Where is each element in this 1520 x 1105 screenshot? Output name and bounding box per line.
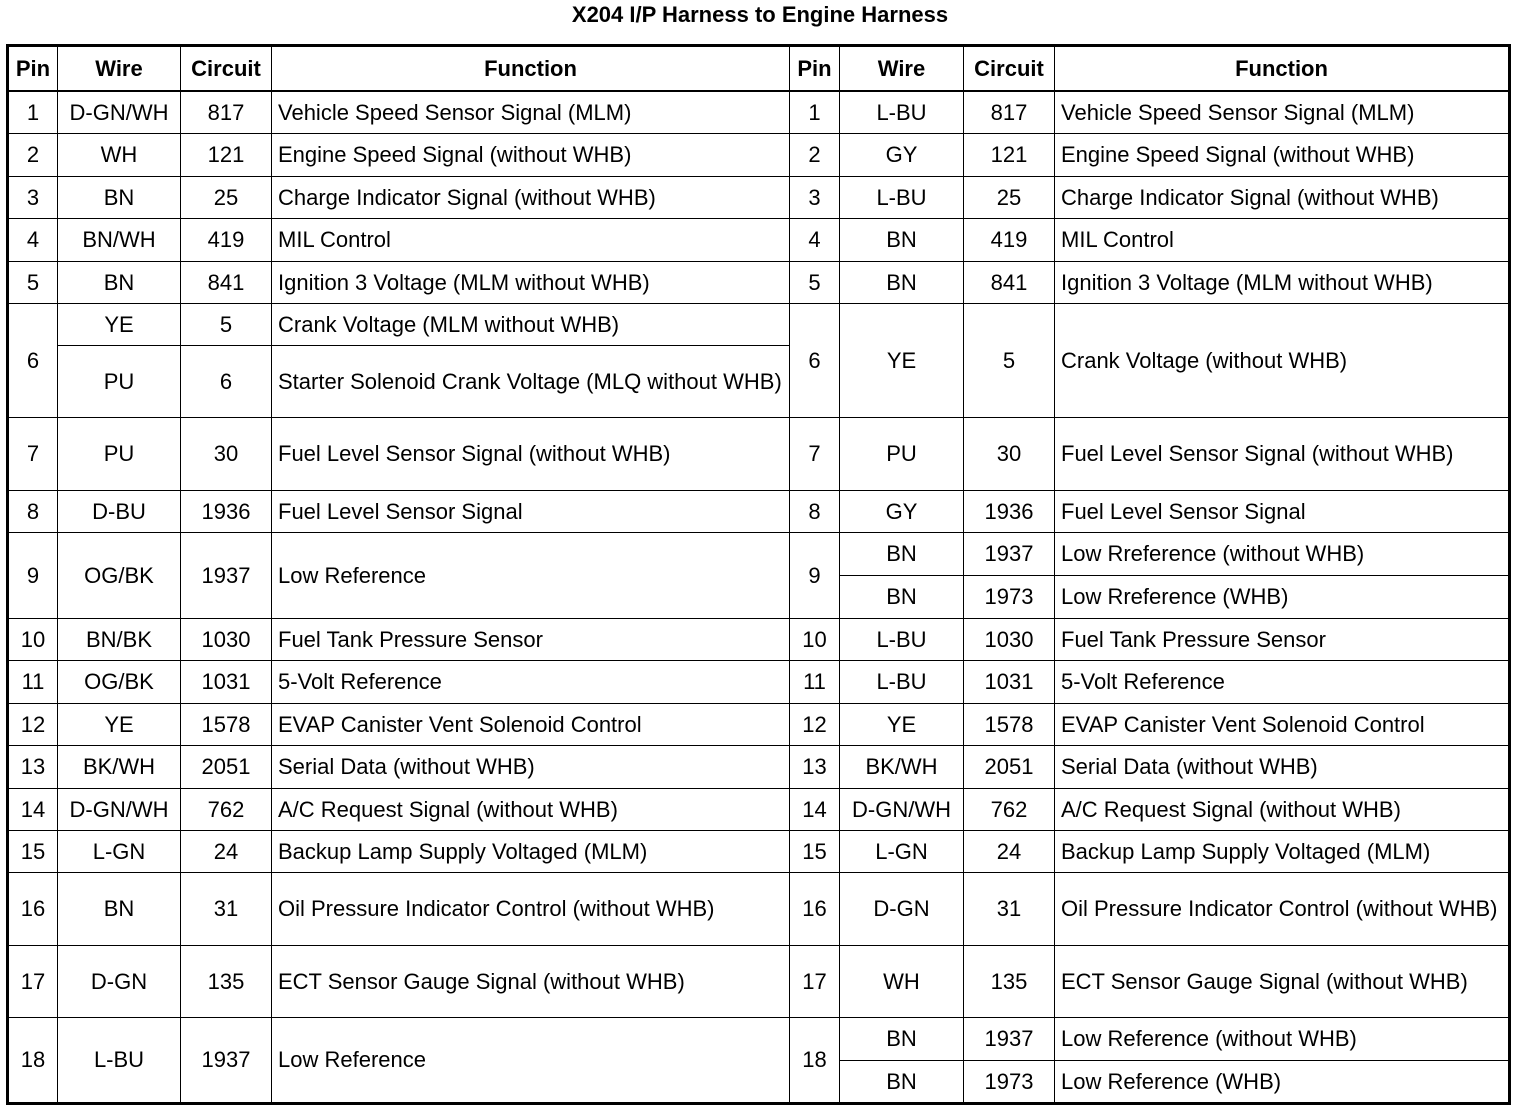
function-cell: Crank Voltage (MLM without WHB) [272, 303, 790, 345]
circuit-cell: 2051 [181, 745, 272, 788]
pin-cell: 5 [790, 261, 840, 303]
pin-cell: 8 [790, 490, 840, 532]
function-cell: Charge Indicator Signal (without WHB) [272, 176, 790, 218]
table-row [8, 830, 1510, 872]
wire-cell: L-BU [840, 176, 964, 218]
circuit-cell: 135 [181, 945, 272, 1017]
circuit-cell: 419 [181, 218, 272, 261]
table-row [8, 618, 1510, 660]
pin-cell: 4 [790, 218, 840, 261]
circuit-cell: 1937 [181, 532, 272, 618]
circuit-cell: 30 [964, 417, 1055, 490]
wire-cell: YE [58, 703, 181, 745]
table-row [8, 872, 1510, 945]
header-wire: Wire [58, 46, 181, 92]
header-pin: Pin [790, 46, 840, 92]
wire-cell: D-BU [58, 490, 181, 532]
circuit-cell: 121 [181, 133, 272, 176]
circuit-cell: 5 [964, 303, 1055, 417]
header-pin: Pin [8, 46, 58, 92]
function-cell: Fuel Tank Pressure Sensor [1055, 618, 1510, 660]
function-cell: ECT Sensor Gauge Signal (without WHB) [1055, 945, 1510, 1017]
wire-cell: GY [840, 490, 964, 532]
function-cell: Backup Lamp Supply Voltaged (MLM) [272, 830, 790, 872]
circuit-cell: 1030 [181, 618, 272, 660]
wire-cell: BK/WH [840, 745, 964, 788]
pin-cell: 2 [790, 133, 840, 176]
circuit-cell: 1031 [181, 660, 272, 703]
pin-cell: 3 [790, 176, 840, 218]
function-cell: MIL Control [1055, 218, 1510, 261]
function-cell: Low Rreference (without WHB) [1055, 532, 1510, 575]
wire-cell: BN [840, 532, 964, 575]
pin-cell: 10 [8, 618, 58, 660]
pin-cell: 18 [8, 1017, 58, 1103]
wire-cell: L-GN [840, 830, 964, 872]
table-title: X204 I/P Harness to Engine Harness [571, 2, 949, 27]
table-row [8, 490, 1510, 532]
table-row [8, 703, 1510, 745]
function-cell: Crank Voltage (without WHB) [1055, 303, 1510, 417]
wire-cell: BN [840, 575, 964, 618]
pin-cell: 5 [8, 261, 58, 303]
pin-cell: 13 [790, 745, 840, 788]
circuit-cell: 1937 [181, 1017, 272, 1103]
header-circuit: Circuit [964, 46, 1055, 92]
wire-cell: L-BU [840, 618, 964, 660]
circuit-cell: 24 [964, 830, 1055, 872]
pin-cell: 18 [790, 1017, 840, 1103]
wire-cell: L-GN [58, 830, 181, 872]
function-cell: Low Reference (without WHB) [1055, 1017, 1510, 1060]
function-cell: 5-Volt Reference [272, 660, 790, 703]
wire-cell: BK/WH [58, 745, 181, 788]
wire-cell: PU [840, 417, 964, 490]
circuit-cell: 1973 [964, 575, 1055, 618]
wire-cell: BN [58, 176, 181, 218]
pin-cell: 14 [8, 788, 58, 830]
pin-cell: 4 [8, 218, 58, 261]
wire-cell: YE [840, 703, 964, 745]
wire-cell: BN [58, 261, 181, 303]
circuit-cell: 1578 [964, 703, 1055, 745]
pin-cell: 15 [790, 830, 840, 872]
table-row [8, 218, 1510, 261]
circuit-cell: 841 [181, 261, 272, 303]
pin-cell: 6 [8, 303, 58, 417]
function-cell: MIL Control [272, 218, 790, 261]
header-circuit: Circuit [181, 46, 272, 92]
function-cell: A/C Request Signal (without WHB) [272, 788, 790, 830]
function-cell: Fuel Level Sensor Signal (without WHB) [1055, 417, 1510, 490]
wire-cell: D-GN [58, 945, 181, 1017]
function-cell: Engine Speed Signal (without WHB) [272, 133, 790, 176]
wire-cell: YE [58, 303, 181, 345]
circuit-cell: 1937 [964, 532, 1055, 575]
pin-cell: 9 [8, 532, 58, 618]
wire-cell: BN [840, 1017, 964, 1060]
table-row [8, 660, 1510, 703]
circuit-cell: 31 [964, 872, 1055, 945]
pin-cell: 3 [8, 176, 58, 218]
function-cell: Ignition 3 Voltage (MLM without WHB) [1055, 261, 1510, 303]
circuit-cell: 1937 [964, 1017, 1055, 1060]
connector-table [6, 44, 1511, 1105]
pin-cell: 9 [790, 532, 840, 618]
table-row [8, 261, 1510, 303]
wire-cell: BN [840, 218, 964, 261]
pin-cell: 15 [8, 830, 58, 872]
pin-cell: 11 [8, 660, 58, 703]
circuit-cell: 841 [964, 261, 1055, 303]
wire-cell: BN/BK [58, 618, 181, 660]
function-cell: Vehicle Speed Sensor Signal (MLM) [1055, 91, 1510, 133]
wire-cell: BN/WH [58, 218, 181, 261]
wire-cell: BN [840, 261, 964, 303]
function-cell: Low Reference [272, 532, 790, 618]
circuit-cell: 1030 [964, 618, 1055, 660]
pin-cell: 16 [8, 872, 58, 945]
function-cell: Serial Data (without WHB) [272, 745, 790, 788]
table-row [8, 133, 1510, 176]
header-wire: Wire [840, 46, 964, 92]
circuit-cell: 24 [181, 830, 272, 872]
header-function: Function [272, 46, 790, 92]
function-cell: Charge Indicator Signal (without WHB) [1055, 176, 1510, 218]
pin-cell: 12 [790, 703, 840, 745]
circuit-cell: 2051 [964, 745, 1055, 788]
table-row [8, 417, 1510, 490]
circuit-cell: 31 [181, 872, 272, 945]
function-cell: Fuel Tank Pressure Sensor [272, 618, 790, 660]
circuit-cell: 25 [964, 176, 1055, 218]
circuit-cell: 1031 [964, 660, 1055, 703]
pin-cell: 6 [790, 303, 840, 417]
header-function: Function [1055, 46, 1510, 92]
function-cell: 5-Volt Reference [1055, 660, 1510, 703]
pin-cell: 13 [8, 745, 58, 788]
circuit-cell: 817 [181, 91, 272, 133]
pin-cell: 17 [8, 945, 58, 1017]
circuit-cell: 30 [181, 417, 272, 490]
pin-cell: 2 [8, 133, 58, 176]
wire-cell: WH [840, 945, 964, 1017]
circuit-cell: 1936 [964, 490, 1055, 532]
function-cell: Engine Speed Signal (without WHB) [1055, 133, 1510, 176]
pin-cell: 1 [8, 91, 58, 133]
function-cell: Fuel Level Sensor Signal [1055, 490, 1510, 532]
pin-cell: 7 [8, 417, 58, 490]
circuit-cell: 5 [181, 303, 272, 345]
function-cell: EVAP Canister Vent Solenoid Control [1055, 703, 1510, 745]
wire-cell: L-BU [58, 1017, 181, 1103]
wire-cell: L-BU [840, 660, 964, 703]
wire-cell: OG/BK [58, 532, 181, 618]
function-cell: Oil Pressure Indicator Control (without WHB) [1055, 872, 1510, 945]
function-cell: Serial Data (without WHB) [1055, 745, 1510, 788]
function-cell: Oil Pressure Indicator Control (without WHB) [272, 872, 790, 945]
wire-cell: BN [840, 1060, 964, 1103]
table-row [8, 945, 1510, 1017]
pin-cell: 11 [790, 660, 840, 703]
pin-cell: 10 [790, 618, 840, 660]
circuit-cell: 762 [964, 788, 1055, 830]
pin-cell: 12 [8, 703, 58, 745]
wire-cell: PU [58, 345, 181, 417]
function-cell: Low Reference (WHB) [1055, 1060, 1510, 1103]
wire-cell: BN [58, 872, 181, 945]
header-row [8, 46, 1510, 92]
circuit-cell: 1973 [964, 1060, 1055, 1103]
wire-cell: D-GN/WH [840, 788, 964, 830]
wire-cell: D-GN [840, 872, 964, 945]
wire-cell: GY [840, 133, 964, 176]
table-row [8, 745, 1510, 788]
circuit-cell: 1936 [181, 490, 272, 532]
pin-cell: 7 [790, 417, 840, 490]
function-cell: Backup Lamp Supply Voltaged (MLM) [1055, 830, 1510, 872]
wire-cell: PU [58, 417, 181, 490]
function-cell: ECT Sensor Gauge Signal (without WHB) [272, 945, 790, 1017]
table-row [8, 788, 1510, 830]
circuit-cell: 121 [964, 133, 1055, 176]
circuit-cell: 1578 [181, 703, 272, 745]
function-cell: A/C Request Signal (without WHB) [1055, 788, 1510, 830]
pin-cell: 8 [8, 490, 58, 532]
function-cell: Fuel Level Sensor Signal (without WHB) [272, 417, 790, 490]
circuit-cell: 6 [181, 345, 272, 417]
table-row [8, 1017, 1510, 1060]
function-cell: Fuel Level Sensor Signal [272, 490, 790, 532]
wire-cell: YE [840, 303, 964, 417]
table-row [8, 176, 1510, 218]
table-row [8, 532, 1510, 575]
circuit-cell: 135 [964, 945, 1055, 1017]
function-cell: Vehicle Speed Sensor Signal (MLM) [272, 91, 790, 133]
circuit-cell: 25 [181, 176, 272, 218]
wire-cell: D-GN/WH [58, 788, 181, 830]
wire-cell: D-GN/WH [58, 91, 181, 133]
function-cell: Ignition 3 Voltage (MLM without WHB) [272, 261, 790, 303]
circuit-cell: 419 [964, 218, 1055, 261]
circuit-cell: 762 [181, 788, 272, 830]
pin-cell: 14 [790, 788, 840, 830]
pin-cell: 1 [790, 91, 840, 133]
pin-cell: 16 [790, 872, 840, 945]
circuit-cell: 817 [964, 91, 1055, 133]
wire-cell: OG/BK [58, 660, 181, 703]
table-row [8, 303, 1510, 345]
function-cell: Low Rreference (WHB) [1055, 575, 1510, 618]
table-row [8, 91, 1510, 133]
pin-cell: 17 [790, 945, 840, 1017]
wire-cell: L-BU [840, 91, 964, 133]
function-cell: EVAP Canister Vent Solenoid Control [272, 703, 790, 745]
function-cell: Starter Solenoid Crank Voltage (MLQ without WHB) [272, 345, 790, 417]
wire-cell: WH [58, 133, 181, 176]
function-cell: Low Reference [272, 1017, 790, 1103]
